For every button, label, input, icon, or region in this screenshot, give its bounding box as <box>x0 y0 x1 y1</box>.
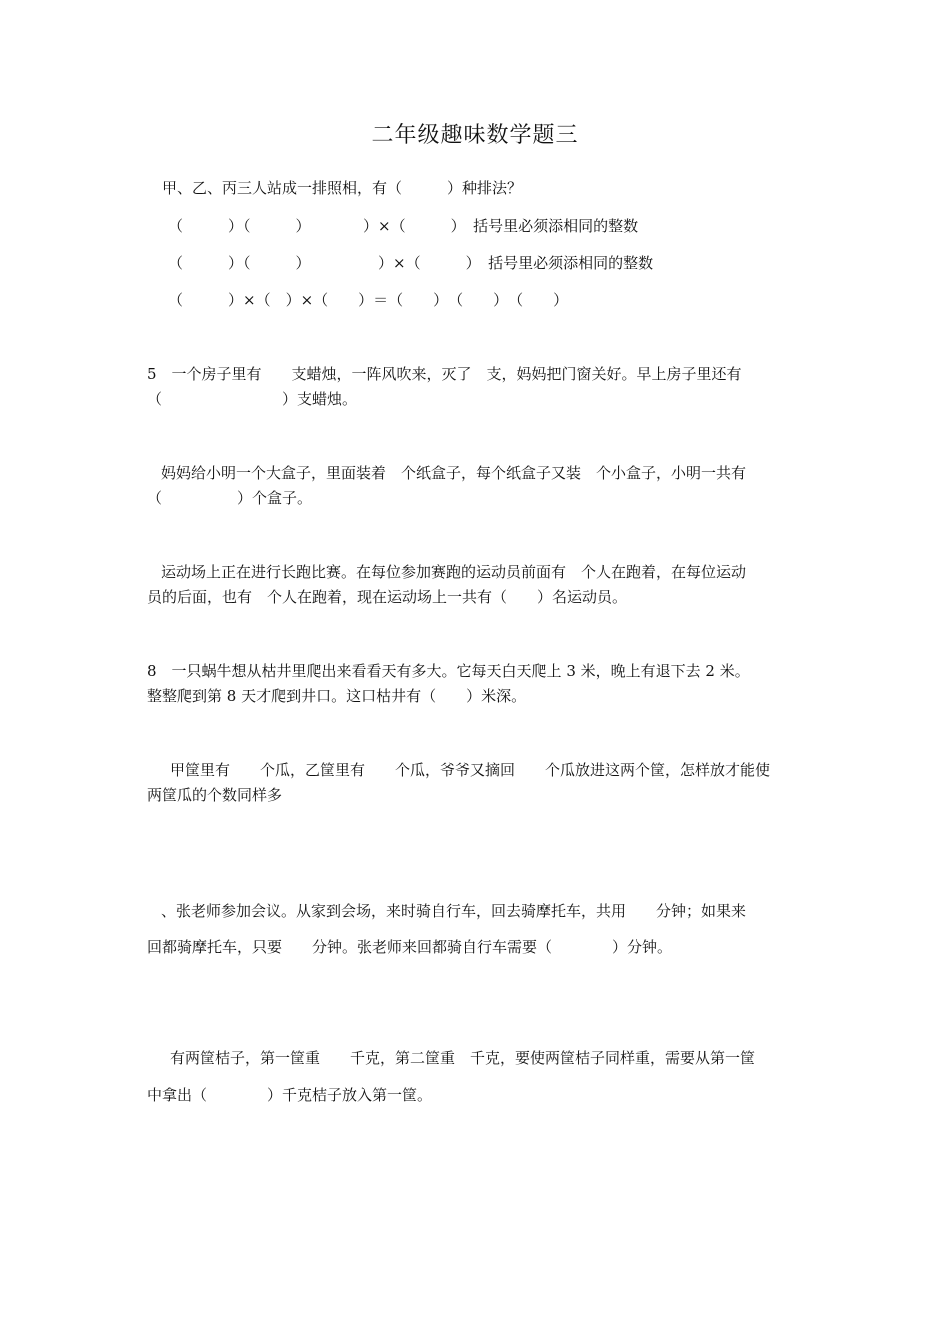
question-6-line-2: （ ）个盒子。 <box>147 489 313 507</box>
question-6-line-1: 妈妈给小明一个大盒子，里面装着 个纸盒子，每个纸盒子又装 个小盒子，小明一共有 <box>161 464 747 482</box>
question-10-line-1: 、张老师参加会议。从家到会场，来时骑自行车，回去骑摩托车，共用 分钟；如果来 <box>161 902 747 920</box>
question-11-line-2: 中拿出（ ）千克桔子放入第一筐。 <box>147 1086 433 1104</box>
question-2-line-2: （ ）（ ） ）×（ ） 括号里必须添相同的整数 <box>168 254 654 272</box>
page-title: 二年级趣味数学题三 <box>371 123 579 148</box>
question-11-line-1: 有两筐桔子，第一筐重 千克，第二筐重 千克，要使两筐桔子同样重，需要从第一筐 <box>170 1049 756 1067</box>
question-8-line-1: 8 一只蜗牛想从枯井里爬出来看看天有多大。它每天白天爬上 3 米，晚上有退下去 2 米。 <box>147 662 750 680</box>
question-5-line-1: 5 一个房子里有 支蜡烛，一阵风吹来，灭了 支，妈妈把门窗关好。早上房子里还有 <box>147 365 742 383</box>
question-1: 甲、乙、丙三人站成一排照相，有（ ）种排法？ <box>162 179 523 197</box>
question-5-line-2: （ ）支蜡烛。 <box>147 390 358 408</box>
question-7-line-2: 员的后面，也有 个人在跑着，现在运动场上一共有（ ）名运动员。 <box>147 588 628 606</box>
question-9-line-2: 两筐瓜的个数同样多 <box>147 786 283 804</box>
question-2-line-3: （ ）×（ ）×（ ）＝（ ） （ ） （ ） <box>168 291 569 309</box>
question-9-line-1: 甲筐里有 个瓜，乙筐里有 个瓜，爷爷又摘回 个瓜放进这两个筐，怎样放才能使 <box>170 761 771 779</box>
question-10-line-2: 回都骑摩托车，只要 分钟。张老师来回都骑自行车需要（ ）分钟。 <box>147 938 673 956</box>
question-8-line-2: 整整爬到第 8 天才爬到井口。这口枯井有（ ）米深。 <box>147 687 527 705</box>
question-2-line-1: （ ）（ ） ）×（ ） 括号里必须添相同的整数 <box>168 217 639 235</box>
question-7-line-1: 运动场上正在进行长跑比赛。在每位参加赛跑的运动员前面有 个人在跑着，在每位运动 <box>161 563 747 581</box>
